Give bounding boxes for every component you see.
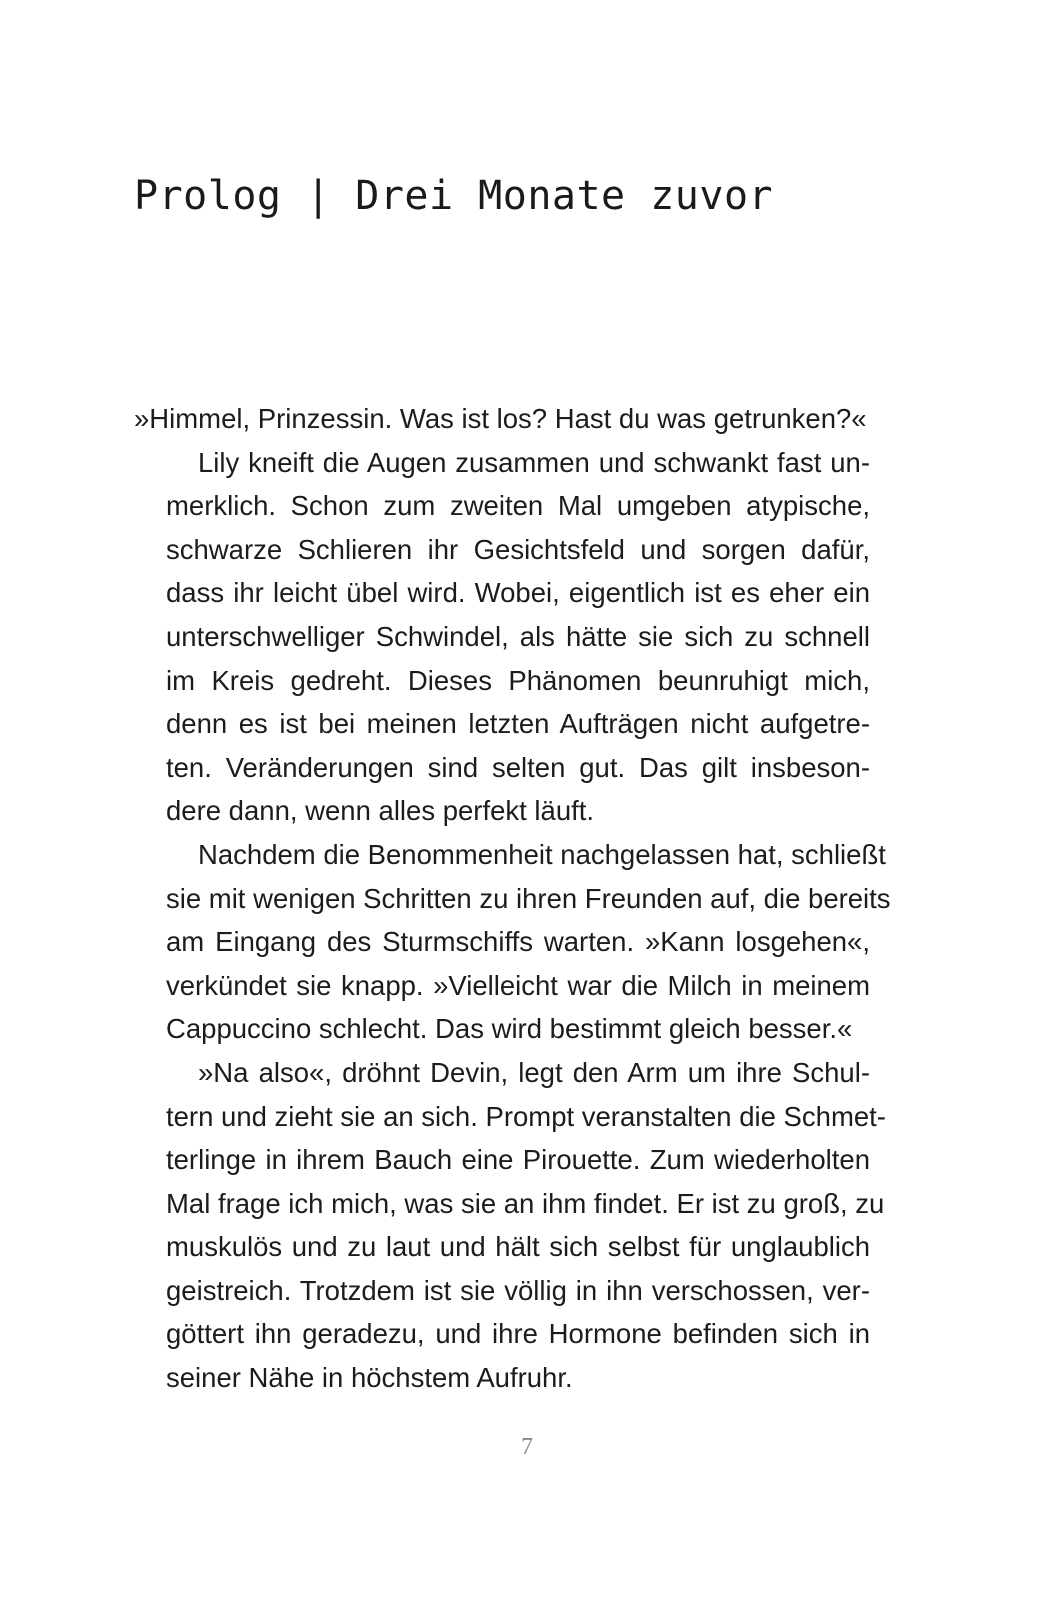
text-line: dass ihr leicht übel wird. Wobei, eigentlich ist es eher ein [166, 577, 870, 609]
text-line: im Kreis gedreht. Dieses Phänomen beunruhigt mich, [166, 664, 870, 696]
text-line: schwarze Schlieren ihr Gesichtsfeld und sorgen dafür, [166, 533, 870, 565]
text-line: verkündet sie knapp. »Vielleicht war die Milch in meinem [166, 969, 870, 1001]
paragraph [134, 1051, 886, 1400]
page-number: 7 [521, 1434, 533, 1460]
text-line: tern und zieht sie an sich. Prompt veranstalten die Schmet- [166, 1100, 886, 1132]
body-text [134, 397, 891, 1400]
text-line: denn es ist bei meinen letzten Aufträgen nicht aufgetre- [166, 708, 870, 740]
text-line: »Himmel, Prinzessin. Was ist los? Hast du was getrunken?« [134, 403, 867, 434]
text-line: unterschwelliger Schwindel, als hätte sie sich zu schnell [166, 620, 870, 652]
text-line: muskulös und zu laut und hält sich selbst für unglaublich [166, 1231, 870, 1263]
text-line: »Na also«, dröhnt Devin, legt den Arm um ihre Schul- [198, 1056, 870, 1088]
paragraph [134, 397, 870, 441]
text-line: göttert ihn geradezu, und ihre Hormone befinden sich in [166, 1318, 870, 1350]
paragraph [134, 441, 870, 833]
text-line: terlinge in ihrem Bauch eine Pirouette. Zum wiederholten [166, 1144, 870, 1176]
text-line: Mal frage ich mich, was sie an ihm findet. Er ist zu groß, zu [166, 1187, 885, 1219]
text-line: am Eingang des Sturmschiffs warten. »Kann losgehen«, [166, 926, 870, 958]
text-line: geistreich. Trotzdem ist sie völlig in ihn verschossen, ver- [166, 1274, 870, 1306]
chapter-title: Prolog | Drei Monate zuvor [134, 173, 774, 219]
text-line: seiner Nähe in höchstem Aufruhr. [166, 1362, 573, 1394]
text-line: sie mit wenigen Schritten zu ihren Freunden auf, die bereits [166, 882, 891, 914]
text-line: Lily kneift die Augen zusammen und schwankt fast un- [198, 446, 870, 478]
text-line: dere dann, wenn alles perfekt läuft. [166, 795, 595, 827]
paragraph [134, 833, 891, 1051]
text-line: Cappuccino schlecht. Das wird bestimmt gleich besser.« [166, 1013, 853, 1045]
text-line: ten. Veränderungen sind selten gut. Das gilt insbeson- [166, 751, 870, 783]
text-line: merklich. Schon zum zweiten Mal umgeben atypische, [166, 490, 870, 522]
text-line: Nachdem die Benommenheit nachgelassen hat, schließt [198, 838, 886, 870]
